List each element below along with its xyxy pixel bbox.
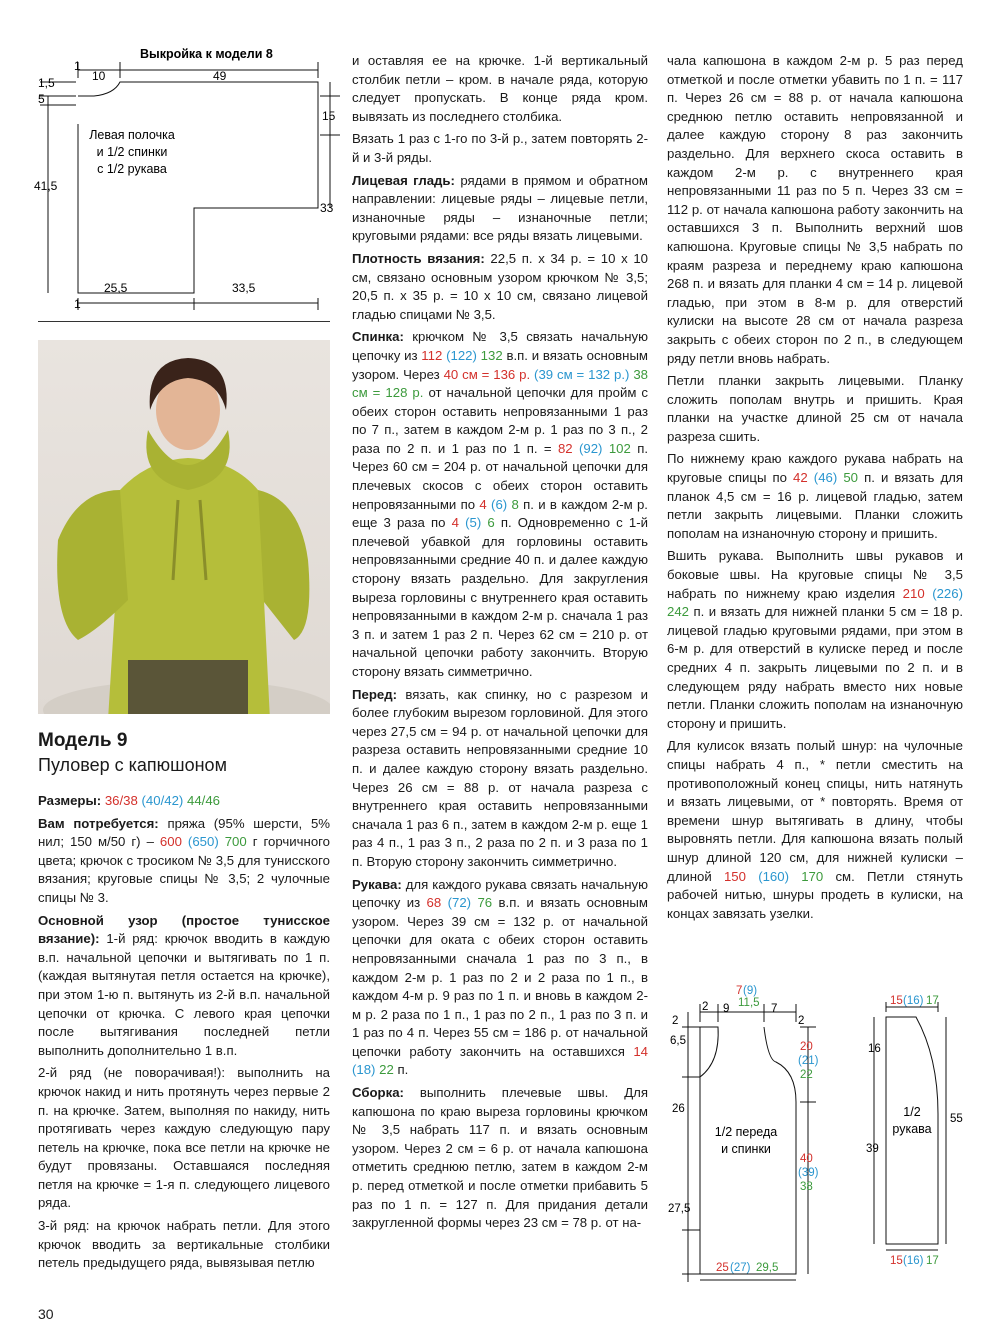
dim: 6,5 <box>670 1035 686 1047</box>
dim: 41,5 <box>34 179 58 193</box>
shoulder-dim: (21) <box>798 1055 819 1067</box>
model-photo <box>38 340 330 714</box>
sizes: Размеры: 36/38 (40/42) 44/46 <box>38 793 220 808</box>
pattern-schema-model-8 <box>30 40 350 310</box>
sleeve-top-dim: 17 <box>926 995 939 1007</box>
back-section: Спинка: крючком № 3,5 связать начальную цепочку из 112 (122) 132 в.п. и вязать основным узором. Через 40 см = 136 р. (39 см = 132 р.) 38 см = 128 р. от начальной цепочки для пройм с обеих сторон оставить непровязанными 1 раз по 7 п., затем в каждом 2-м р. 1 раз по 3 п., 2 раза по 2 п. и 1 раз по 1 п. = 82 (92) 102 п. Через 60 см = 204 р. от начальной цепочки для плечевых скосов с обеих сторон оставить непровязанными по 4 (6) 8 п. и в каждом 2-м р. еще 3 раза по 4 (5) 6 п. Одновременно с 1-й плечевой убавкой для горловины оставить непровязанными средние 40 п. и далее каждую сторону вязать раздельно. Для закругления выреза горловины с внутреннего края оставить непровязанными в каждом 2-м р. сначала 1 раз 3 п. и затем 1 раз 2 п. Через 62 см = 210 р. от начальной цепочки работу закончить. Вторую сторону вязать симметрично. <box>352 329 649 679</box>
paragraph: и оставляя ее на крючке. 1-й вертикальный столбик петли – кром. в начале ряда, которую следует пропускать. В конце ряда кром. вывязать из последнего столбика. <box>352 53 648 124</box>
dim: 33,5 <box>232 281 256 295</box>
side-dim: 38 <box>800 1181 813 1193</box>
body-label: 1/2 переда <box>714 1125 778 1139</box>
side-dim: (39) <box>798 1167 819 1179</box>
model-photo-illustration <box>38 340 330 714</box>
sleeve-bottom-dim: (16) <box>903 1255 924 1267</box>
dim: 9 <box>723 1003 730 1015</box>
row-3: 3-й ряд: на крючок набрать петли. Для этого крючок вводить за вертикальные столбики петель предыдущего ряда, вывязывая петлю <box>38 1218 330 1271</box>
shoulder-dim: 22 <box>800 1069 813 1081</box>
materials: Вам потребуется: пряжа (95% шерсти, 5% нил; 150 м/50 г) – 600 (650) 700 г горчичного цвета; крючок с тросиком № 3,5 для тунисского вязания; круговые спицы № 3,5; 2 чулочные спицы № 3. <box>38 815 331 905</box>
neck-dim: 7 <box>736 985 743 997</box>
sleeve-bottom-dim: 15 <box>890 1255 903 1267</box>
schema-label: Левая полочка <box>89 128 175 142</box>
dim: 33 <box>320 201 334 215</box>
dim: 2 <box>672 1015 679 1027</box>
row-2: 2-й ряд (не поворачивая!): выполнить на крючок накид и нить протянуть через первые 2 п. на крючке. Затем, выполняя по накиду, нить протягивать через каждую следующую пару петель на крючке, пока все петли на крючке не будут провязаны. Оставшаяся последняя петля на крючке = 1-я п. следующего лицевого ряда. <box>38 1065 330 1211</box>
dim: 7 <box>771 1003 778 1015</box>
neck-dim: (9) <box>743 985 758 997</box>
schema-label: и 1/2 спинки <box>96 145 168 159</box>
hem-dim: 29,5 <box>756 1262 779 1274</box>
paragraph: чала капюшона в каждом 2-м р. 5 раз перед отметкой и после отметки убавить по 1 п. = 117 п. Через 26 см = 88 р. от начала капюшона среднюю петлю оставить непровязанной и далее каждую сторону 8 раз закончить раздельно. Для верхнего скоса оставить в каждом 2-м р. с внутреннего края непровязанными 11 раз по 5 п. Через 33 см = 112 р. от начала капюшона работу закончить на оставшихся 3 п. Выполнить верхний шов капюшона. Круговые спицы № 3,5 набрать по краям разреза и переднему краю капюшона 268 п. и вязать для планки 4 см = 14 р. лицевой гладью, при этом в 8-м р. для отверстий кулиски на высоте 28 см от начала разреза закрыть с обеих сторон по 2 п., в следующем ряду петли вновь набрать. <box>667 53 963 366</box>
side-dim: 40 <box>800 1153 813 1165</box>
face-stitch: Лицевая гладь: рядами в прямом и обратном направлении: лицевые ряды – лицевые петли, изнаночные ряды – изнаночные петли; круговыми рядами: все ряды вязать лицевыми. <box>352 172 648 244</box>
sleeve-section: Рукава: для каждого рукава связать начальную цепочку из 68 (72) 76 в.п. и вязать основным узором. Через 39 см = 132 р. от начальной цепочки для оката с обеих сторон оставить непровязанными сначала 1 раз по 3 п., в каждом 2-м р. 1 раз по 2 и 2 раза по 1 п., в каждом 4-м р. 9 раз по 1 п. и вновь в каждом 2-м р. 2 раза по 1 п., 1 раз по 2 п., 1 раз по 3 п. и 1 раз по 4 п. Через 55 см = 186 р. от начальной цепочки работу закончить на оставшихся 14 (18) 22 п. <box>352 876 648 1078</box>
dim: 49 <box>213 69 227 83</box>
paragraph: Вшить рукава. Выполнить швы рукавов и боковые швы. На круговые спицы № 3,5 набрать по нижнему краю изделия 210 (226) 242 п. и вязать для нижней планки 5 см = 18 р. лицевой гладью круговыми рядами, при этом в 6-м р. для отверстий в кулиске перед и после средних 4 п. закрыть лицевыми по 2 п. и в следующем ряду набрать вместо них новые петли. Планки сложить пополам на изнаночную сторону и пришить. <box>667 548 963 731</box>
column-1 <box>38 792 330 1277</box>
sleeve-bottom-dim: 17 <box>926 1255 939 1267</box>
model-subtitle: Пуловер с капюшоном <box>38 755 227 775</box>
hem-dim: 25 <box>716 1262 729 1274</box>
density: Плотность вязания: 22,5 п. х 34 р. = 10 х 10 см, связано основным узором крючком № 3,5; 20,5 п. х 35 р. = 10 х 10 см, связано лицевой гладью спицами № 3,5. <box>352 250 648 322</box>
shoulder-dim: 20 <box>800 1041 813 1053</box>
dim: 26 <box>672 1103 685 1115</box>
assembly-section: Сборка: выполнить плечевые швы. Для капюшона по краю выреза горловины крючком № 3,5 набрать 117 п. и вязать основным узором. Через 2 см = 6 р. от начала капюшона отметить среднюю петлю, затем в каждом 2-м р. перед отметкой и после отметки прибавить 5 раз по 1 п. = 127 п. Для придания детали закругленной формы через 23 см = 78 р. от на- <box>352 1085 648 1231</box>
dim: 10 <box>92 69 106 83</box>
column-3 <box>667 52 963 927</box>
sleeve-label: рукава <box>892 1122 932 1136</box>
model-title: Модель 9 <box>38 730 128 751</box>
neck-dim: 11,5 <box>738 997 760 1009</box>
column-2 <box>352 52 648 1237</box>
pattern-schema-model-9 <box>668 982 973 1282</box>
basic-pattern: Основной узор (простое тунисское вязание): 1-й ряд: крючок вводить в каждую в.п. начальной цепочки и вытягивать по 1 п. (каждая вытянутая петля остается на крючке), при этом 1-ю п. вытянуть из 2-й в.п. начальной цепочки от крючка. С левого края цепочки после вытягивания последней петли выполнить дополнительно 1 в.п. <box>38 912 330 1058</box>
dim: 1 <box>74 297 81 310</box>
hem-dim: (27) <box>730 1262 751 1274</box>
paragraph: Для кулисок вязать полый шнур: на чулочные спицы набрать 4 п., * петли сместить на противоположный конец спицы, нить натянуть и вязать лицевыми, от * повторять. Время от времени шнур вытягивать в длину, чтобы выровнять петли. Для капюшона вязать полый шнур длиной 120 см, для нижней кулиски – длиной 150 (160) 170 см. Петли стянуть рабочей нитью, шнуры продеть в кулиски, на концах завязать узелки. <box>667 738 963 921</box>
divider <box>38 321 330 322</box>
body-label: и спинки <box>721 1142 771 1156</box>
dim: 5 <box>38 92 45 106</box>
dim: 39 <box>866 1143 879 1155</box>
dim: 2 <box>702 1001 709 1013</box>
dim: 15 <box>322 109 336 123</box>
dim: 55 <box>950 1113 963 1125</box>
dim: 25,5 <box>104 281 128 295</box>
sleeve-top-dim: 15 <box>890 995 903 1007</box>
dim: 27,5 <box>668 1203 691 1215</box>
schema-title: Выкройка к модели 8 <box>140 47 273 61</box>
paragraph: По нижнему краю каждого рукава набрать на круговые спицы по 42 (46) 50 п. и вязать для планок 4,5 см = 16 р. лицевой гладью, затем петли закрыть лицевыми. Планки сложить пополам на изнаночную сторону и пришить. <box>667 451 963 541</box>
paragraph: Петли планки закрыть лицевыми. Планку сложить пополам внутрь и пришить. Края планки на участке длиной 25 см от начала разреза сшить. <box>667 373 963 444</box>
sleeve-label: 1/2 <box>903 1105 921 1119</box>
sleeve-top-dim: (16) <box>903 995 924 1007</box>
dim: 16 <box>868 1043 881 1055</box>
page-number: 30 <box>38 1306 54 1322</box>
front-section: Перед: вязать, как спинку, но с разрезом и более глубоким вырезом горловиной. Для этого через 27,5 см = 94 р. от начальной цепочки для разреза оставить непровязанными средние 10 п. и далее каждую сторону вязать раздельно. Через 26 см = 88 р. от начала разреза с внутреннего края оставить непровязанными сначала 1 раз 6 п., затем в каждом 2-м р. еще 1 раз 4 п., 1 раз 3 п., 2 раза по 2 п. и 3 раза по 1 п. Вторую сторону закончить симметрично. <box>352 686 648 869</box>
dim: 1 <box>74 59 81 73</box>
dim: 2 <box>798 1015 805 1027</box>
schema-label: с 1/2 рукава <box>97 162 167 176</box>
dim: 1,5 <box>38 76 55 90</box>
paragraph: Вязать 1 раз с 1-го по 3-й р., затем повторять 2-й и 3-й ряды. <box>352 131 648 165</box>
